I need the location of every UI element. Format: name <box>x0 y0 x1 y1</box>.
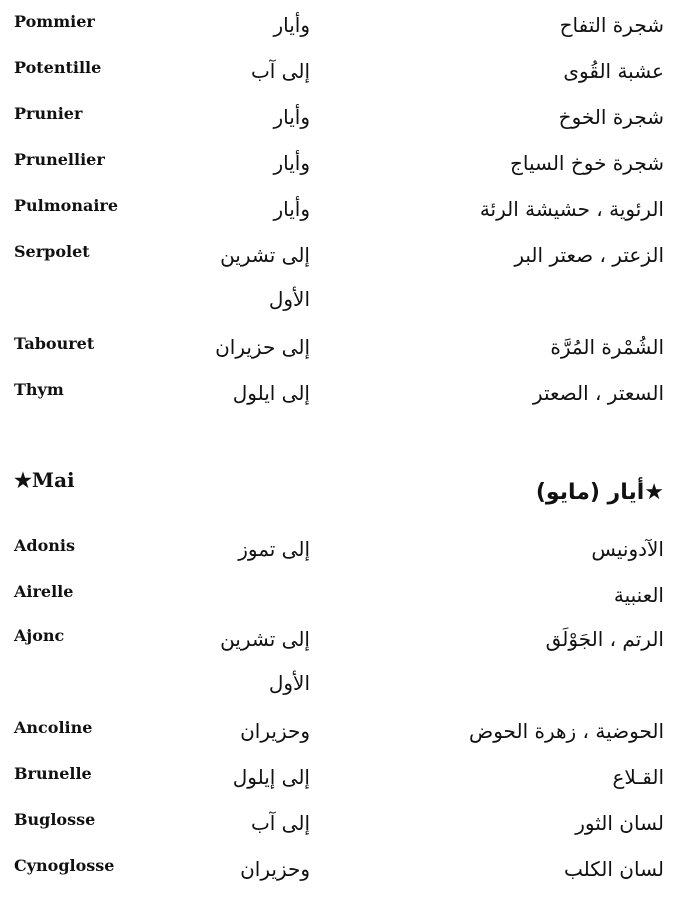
flowering-period: إلى تموز <box>238 537 310 561</box>
french-name: Serpolet <box>14 242 90 261</box>
flowering-period: وأيار <box>273 197 310 221</box>
arabic-name: الزعتر ، صعتر البر <box>514 243 664 267</box>
flowering-period: وأيار <box>273 105 310 129</box>
arabic-name: الشُمْرة المُرَّة <box>550 335 664 359</box>
arabic-name: القـلاع <box>612 765 664 789</box>
arabic-name: الرئوية ، حشيشة الرئة <box>479 197 664 221</box>
flowering-period: وأيار <box>273 151 310 175</box>
french-name: Buglosse <box>14 810 96 829</box>
arabic-name: السعتر ، الصعتر <box>532 381 664 405</box>
arabic-name: لسان الثور <box>575 811 664 835</box>
flowering-period: وحزيران <box>240 719 310 743</box>
french-name: Tabouret <box>14 334 95 353</box>
french-name: Thym <box>14 380 64 399</box>
french-name: Airelle <box>14 582 74 601</box>
french-name: Pommier <box>14 12 95 31</box>
arabic-name: شجرة التفاح <box>559 13 664 37</box>
french-name: Prunellier <box>14 150 105 169</box>
arabic-month-heading: ★أيار (مايو) <box>535 480 664 505</box>
arabic-name: عشبة القُوى <box>563 59 664 83</box>
flowering-period: إلى إيلول <box>232 765 310 789</box>
french-name: Ancoline <box>14 718 93 737</box>
arabic-name: شجرة خوخ السياج <box>509 151 664 175</box>
arabic-name: شجرة الخوخ <box>558 105 664 129</box>
french-name: Cynoglosse <box>14 856 115 875</box>
arabic-name: لسان الكلب <box>563 857 664 881</box>
arabic-name: العنبية <box>613 583 664 607</box>
flowering-period: إلى تشرين الأول <box>220 243 310 311</box>
flowering-period: وحزيران <box>240 857 310 881</box>
flowering-period: إلى تشرين الأول <box>220 627 310 695</box>
french-month-heading: ★Mai <box>14 468 75 492</box>
arabic-name: الرتم ، الجَوْلَق <box>545 627 664 651</box>
french-name: Brunelle <box>14 764 92 783</box>
french-name: Ajonc <box>14 626 65 645</box>
french-name: Pulmonaire <box>14 196 119 215</box>
arabic-name: الآدونيس <box>591 537 664 561</box>
flowering-period: إلى حزيران <box>215 335 310 359</box>
flowering-period: إلى آب <box>250 811 310 835</box>
french-name: Adonis <box>14 536 75 555</box>
flowering-period: إلى آب <box>250 59 310 83</box>
flowering-period: وأيار <box>273 13 310 37</box>
arabic-name: الحوضية ، زهرة الحوض <box>469 719 664 743</box>
flowering-period: إلى ايلول <box>232 381 310 405</box>
french-name: Potentille <box>14 58 102 77</box>
french-name: Prunier <box>14 104 83 123</box>
